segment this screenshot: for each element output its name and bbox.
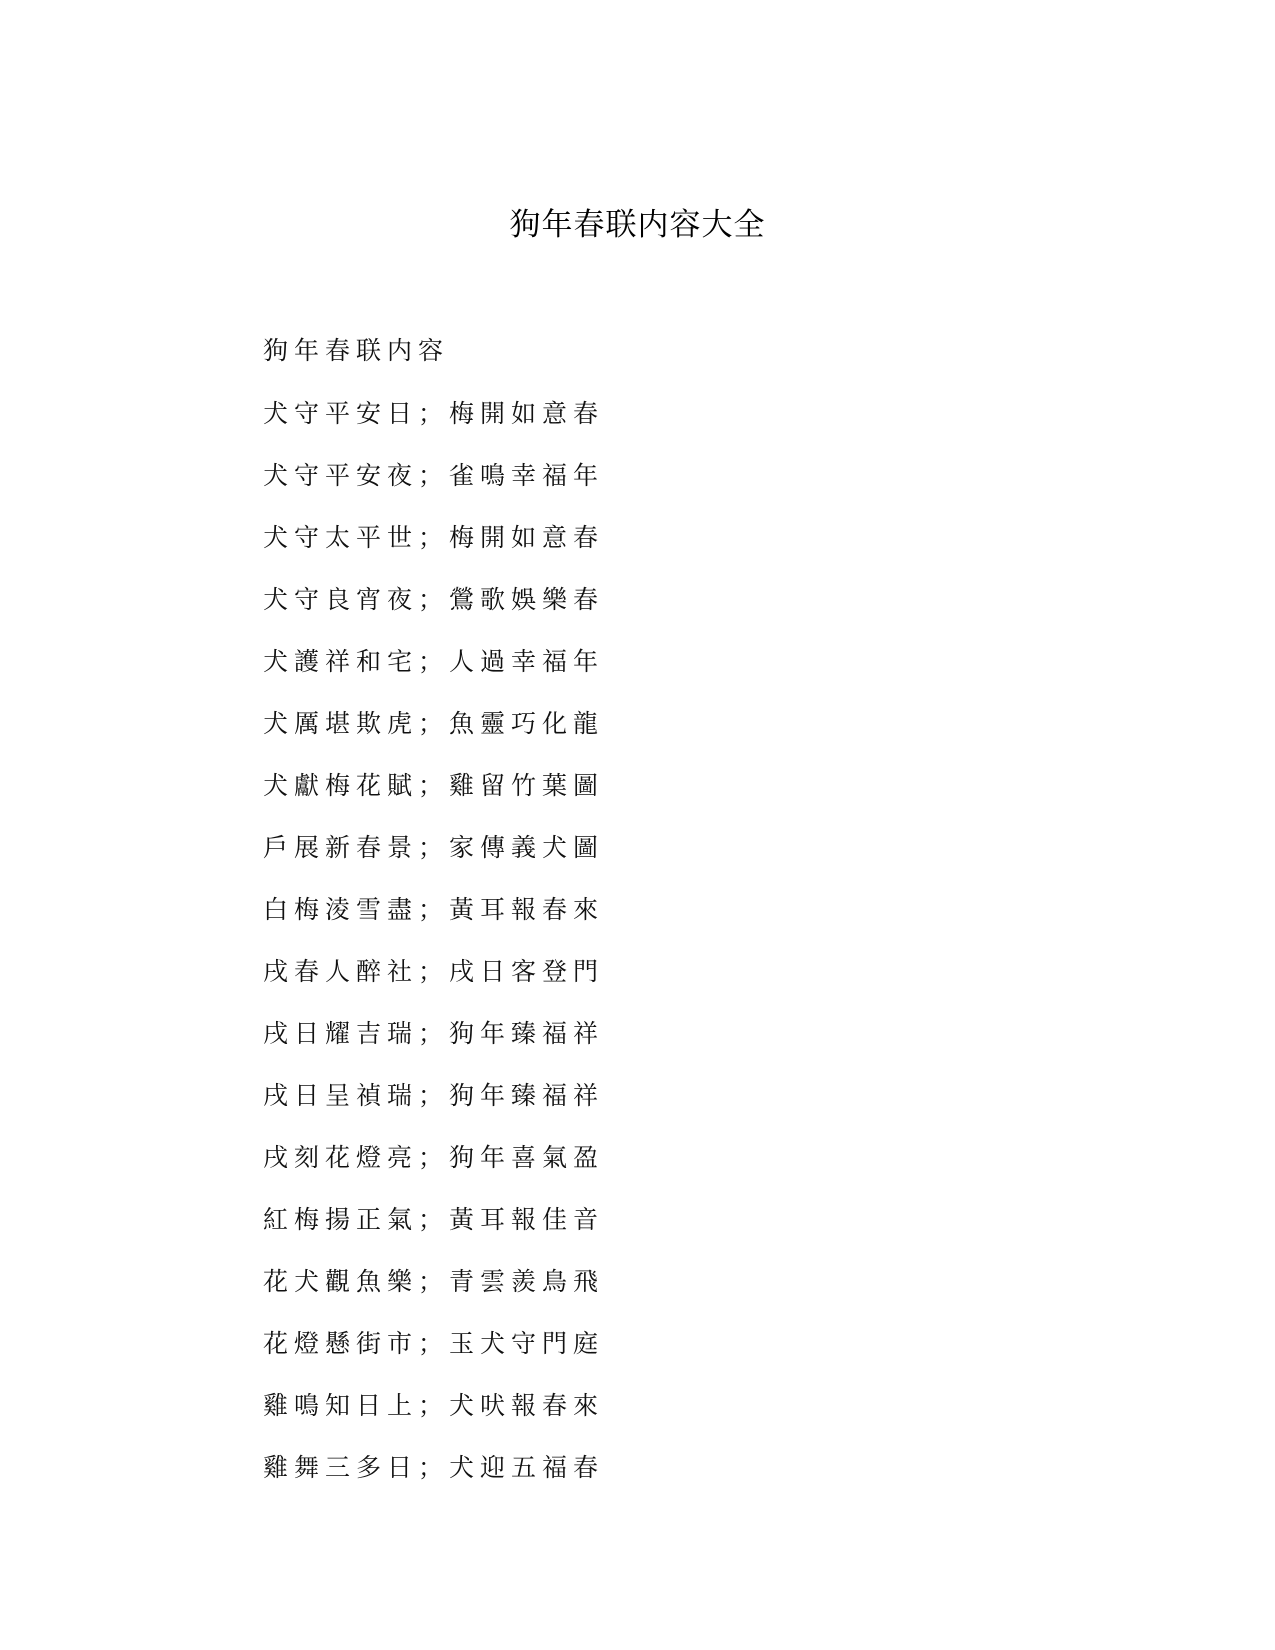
couplet-line: 犬守良宵夜；鶯歌娛樂春 <box>263 585 605 614</box>
couplet-line: 犬厲堪欺虎；魚靈巧化龍 <box>263 709 605 738</box>
couplet-line: 犬守平安日；梅開如意春 <box>263 399 605 428</box>
document-title: 狗年春联内容大全 <box>509 207 766 243</box>
couplet-line: 紅梅揚正氣；黃耳報佳音 <box>263 1205 605 1234</box>
couplet-line: 雞舞三多日；犬迎五福春 <box>263 1453 605 1482</box>
couplet-line: 戌日耀吉瑞；狗年臻福祥 <box>263 1019 605 1048</box>
couplet-line: 戌刻花燈亮；狗年喜氣盈 <box>263 1143 605 1172</box>
section-heading: 狗年春联内容 <box>263 336 450 365</box>
couplet-line: 花燈懸街市；玉犬守門庭 <box>263 1329 605 1358</box>
couplet-line: 犬獻梅花賦；雞留竹葉圖 <box>263 771 605 800</box>
couplet-line: 白梅淩雪盡；黃耳報春來 <box>263 895 605 924</box>
couplet-list <box>263 397 604 1513</box>
couplet-line: 犬守平安夜；雀鳴幸福年 <box>263 461 605 490</box>
couplet-line: 犬護祥和宅；人過幸福年 <box>263 647 605 676</box>
couplet-line: 雞鳴知日上；犬吠報春來 <box>263 1391 605 1420</box>
couplet-line: 戶展新春景；家傳義犬圖 <box>263 833 605 862</box>
couplet-line: 戌日呈禎瑞；狗年臻福祥 <box>263 1081 605 1110</box>
couplet-line: 戌春人醉社；戌日客登門 <box>263 957 605 986</box>
couplet-line: 犬守太平世；梅開如意春 <box>263 523 605 552</box>
couplet-line: 花犬觀魚樂；青雲羨鳥飛 <box>263 1267 605 1296</box>
